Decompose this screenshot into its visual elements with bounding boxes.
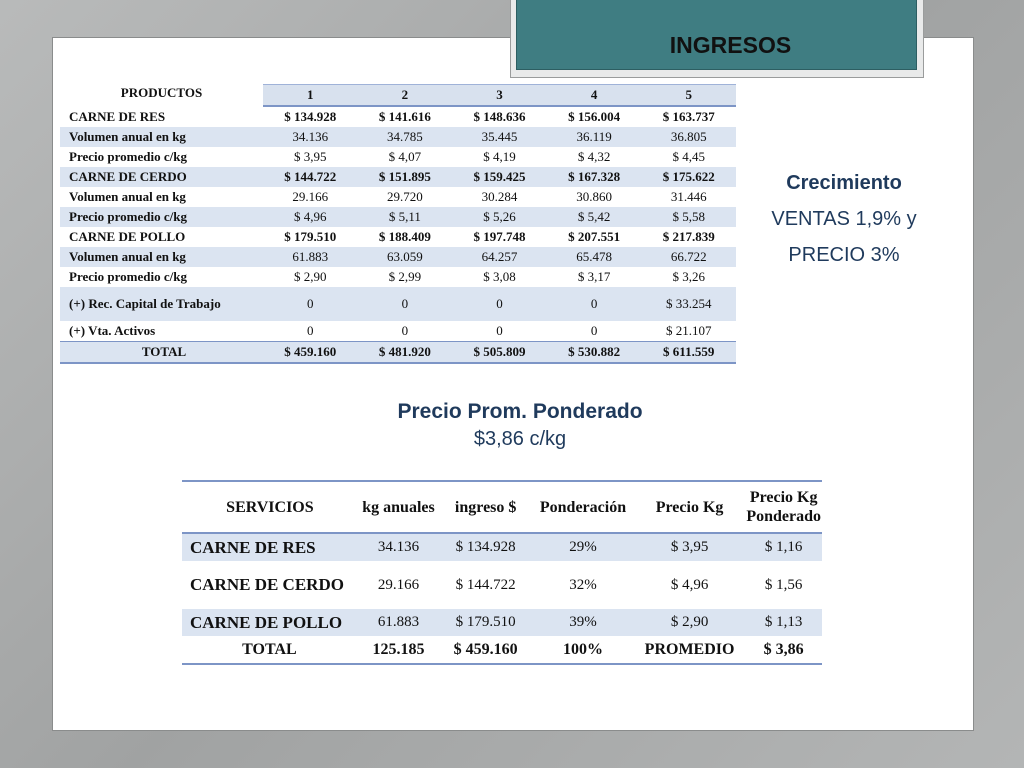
products-header: PRODUCTOS xyxy=(120,84,203,100)
year-header: 5 xyxy=(641,85,736,107)
year-header: 3 xyxy=(452,85,547,107)
table-cell: 0 xyxy=(263,287,358,321)
table-row xyxy=(60,321,736,342)
table-cell: $ 144.722 xyxy=(455,577,516,593)
table-cell: $ 175.622 xyxy=(641,167,736,187)
table-cell: $ 459.160 xyxy=(263,342,358,364)
table-cell: $ 481.920 xyxy=(358,342,453,364)
table-cell: $ 188.409 xyxy=(378,229,431,244)
table-row xyxy=(60,147,736,167)
growth-line: VENTAS 1,9% y xyxy=(771,208,917,230)
table-cell: $ 33.254 xyxy=(641,287,736,321)
table-cell: $ 4,19 xyxy=(483,149,516,164)
table-cell: $ 4,96 xyxy=(670,577,709,593)
table-cell: 29.166 xyxy=(377,577,420,593)
table-cell: 31.446 xyxy=(670,189,707,204)
table-cell: $ 5,58 xyxy=(641,207,736,227)
table-row xyxy=(60,106,736,127)
table-cell: 36.805 xyxy=(641,127,736,147)
table-cell: 0 xyxy=(496,323,503,338)
table-cell: $ 167.328 xyxy=(547,167,642,187)
table-row xyxy=(60,247,736,267)
table-cell: $ 2,90 xyxy=(634,609,746,636)
column-header: kg anuales xyxy=(358,481,439,533)
table-row xyxy=(60,207,736,227)
table-cell: $ 459.160 xyxy=(439,636,532,664)
weighted-price-note xyxy=(300,398,740,452)
row-label: CARNE DE CERDO xyxy=(60,167,263,187)
table-cell: 0 xyxy=(590,323,598,338)
table-cell: $ 134.928 xyxy=(284,109,337,124)
column-header: SERVICIOS xyxy=(182,481,358,533)
total-label: TOTAL xyxy=(182,636,358,664)
table-cell: $ 3,08 xyxy=(483,269,516,284)
table-cell: $ 217.839 xyxy=(662,229,715,244)
table-cell: 34.785 xyxy=(358,127,453,147)
title-banner xyxy=(516,0,917,70)
row-label: CARNE DE POLLO xyxy=(69,229,186,244)
table-cell: 63.059 xyxy=(358,247,453,267)
table-row xyxy=(182,609,822,636)
slide-title: INGRESOS xyxy=(669,32,792,58)
income-projection-table xyxy=(60,84,736,364)
table-row xyxy=(182,561,822,609)
total-label: TOTAL xyxy=(60,342,263,364)
table-cell: $ 1,13 xyxy=(745,609,822,636)
table-cell: 36.119 xyxy=(547,127,642,147)
table-cell: $ 4,32 xyxy=(577,149,611,164)
table-cell: 65.478 xyxy=(547,247,642,267)
row-label: CARNE DE POLLO xyxy=(182,609,358,636)
table-row xyxy=(60,267,736,287)
table-cell: 0 xyxy=(358,287,453,321)
table-cell: 29.166 xyxy=(292,189,329,204)
growth-heading: Crecimiento xyxy=(786,172,902,194)
table-cell: 34.136 xyxy=(358,533,439,561)
table-header-row xyxy=(182,481,822,533)
table-cell: $ 134.928 xyxy=(439,533,532,561)
table-cell: 30.860 xyxy=(576,189,612,204)
table-cell: 64.257 xyxy=(452,247,547,267)
weighted-price-table xyxy=(182,480,822,665)
title-frame xyxy=(510,0,924,78)
table-cell: $ 3,26 xyxy=(672,269,705,284)
row-label: Precio promedio c/kg xyxy=(60,207,263,227)
growth-note xyxy=(746,165,942,273)
table-cell: $ 3,95 xyxy=(634,533,746,561)
row-label: CARNE DE CERDO xyxy=(190,575,344,594)
row-label: CARNE DE RES xyxy=(182,533,358,561)
table-cell: $ 1,16 xyxy=(745,533,822,561)
table-cell: $ 611.559 xyxy=(641,342,736,364)
table-cell: $ 2,99 xyxy=(388,269,422,284)
table-cell: $ 21.107 xyxy=(665,323,712,338)
table-cell: 32% xyxy=(569,577,597,593)
row-label: Volumen anual en kg xyxy=(60,127,263,147)
row-label: CARNE DE RES xyxy=(69,108,166,124)
table-cell: 35.445 xyxy=(452,127,547,147)
table-cell: 0 xyxy=(401,323,409,338)
table-cell: $ 3,86 xyxy=(745,636,822,664)
column-header: ingreso $ xyxy=(439,481,532,533)
table-cell: 29.720 xyxy=(387,189,423,204)
table-cell: $ 141.616 xyxy=(378,109,431,124)
table-cell: 0 xyxy=(547,287,642,321)
table-cell: $ 5,42 xyxy=(547,207,642,227)
row-label: (+) Rec. Capital de Trabajo xyxy=(60,287,263,321)
table-cell: $ 163.737 xyxy=(662,109,715,124)
row-label: Volumen anual en kg xyxy=(69,189,186,204)
table-row xyxy=(60,187,736,207)
table-row xyxy=(60,167,736,187)
table-row xyxy=(60,287,736,321)
table-cell: $ 3,17 xyxy=(577,269,611,284)
column-header: Precio Kg Ponderado xyxy=(745,481,822,533)
growth-line: PRECIO 3% xyxy=(788,244,900,266)
table-cell: 34.136 xyxy=(263,127,358,147)
table-cell: $ 151.895 xyxy=(358,167,453,187)
table-cell: $ 156.004 xyxy=(568,109,621,124)
table-cell: $ 2,90 xyxy=(294,269,327,284)
table-cell: PROMEDIO xyxy=(634,636,746,664)
table-cell: $ 1,56 xyxy=(764,577,803,593)
table-cell: $ 207.551 xyxy=(568,229,621,244)
table-header-row xyxy=(60,85,736,107)
table-cell: 29% xyxy=(532,533,634,561)
row-label: Precio promedio c/kg xyxy=(69,269,187,284)
table-cell: $ 148.636 xyxy=(473,109,526,124)
year-header: 4 xyxy=(547,85,642,107)
total-row xyxy=(182,636,822,664)
table-cell: $ 5,11 xyxy=(358,207,453,227)
table-cell: $ 4,96 xyxy=(263,207,358,227)
table-cell: $ 144.722 xyxy=(263,167,358,187)
weighted-price-heading: Precio Prom. Ponderado xyxy=(397,400,643,423)
table-row xyxy=(182,533,822,561)
row-label: Precio promedio c/kg xyxy=(69,149,187,164)
table-cell: 0 xyxy=(452,287,547,321)
table-cell: 0 xyxy=(307,323,314,338)
row-label: (+) Vta. Activos xyxy=(69,323,156,338)
table-cell: $ 530.882 xyxy=(547,342,642,364)
table-cell: 125.185 xyxy=(358,636,439,664)
table-cell: $ 505.809 xyxy=(452,342,547,364)
table-cell: 30.284 xyxy=(481,189,518,204)
table-cell: $ 4,45 xyxy=(672,149,705,164)
column-header: Precio Kg xyxy=(634,481,746,533)
column-header: Ponderación xyxy=(532,481,634,533)
year-header: 2 xyxy=(358,85,453,107)
total-row xyxy=(60,342,736,364)
table-cell: $ 197.748 xyxy=(473,229,526,244)
table-cell: 61.883 xyxy=(263,247,358,267)
table-cell: $ 4,07 xyxy=(388,149,422,164)
table-cell: 61.883 xyxy=(358,609,439,636)
table-cell: 66.722 xyxy=(641,247,736,267)
table-cell: $ 3,95 xyxy=(294,149,327,164)
table-cell: $ 159.425 xyxy=(452,167,547,187)
table-row xyxy=(60,227,736,247)
table-cell: $ 179.510 xyxy=(284,229,337,244)
year-header: 1 xyxy=(263,85,358,107)
row-label: Volumen anual en kg xyxy=(60,247,263,267)
table-cell: $ 5,26 xyxy=(452,207,547,227)
table-cell: 100% xyxy=(532,636,634,664)
table-cell: 39% xyxy=(532,609,634,636)
table-row xyxy=(60,127,736,147)
table-cell: $ 179.510 xyxy=(439,609,532,636)
weighted-price-value: $3,86 c/kg xyxy=(473,428,567,450)
